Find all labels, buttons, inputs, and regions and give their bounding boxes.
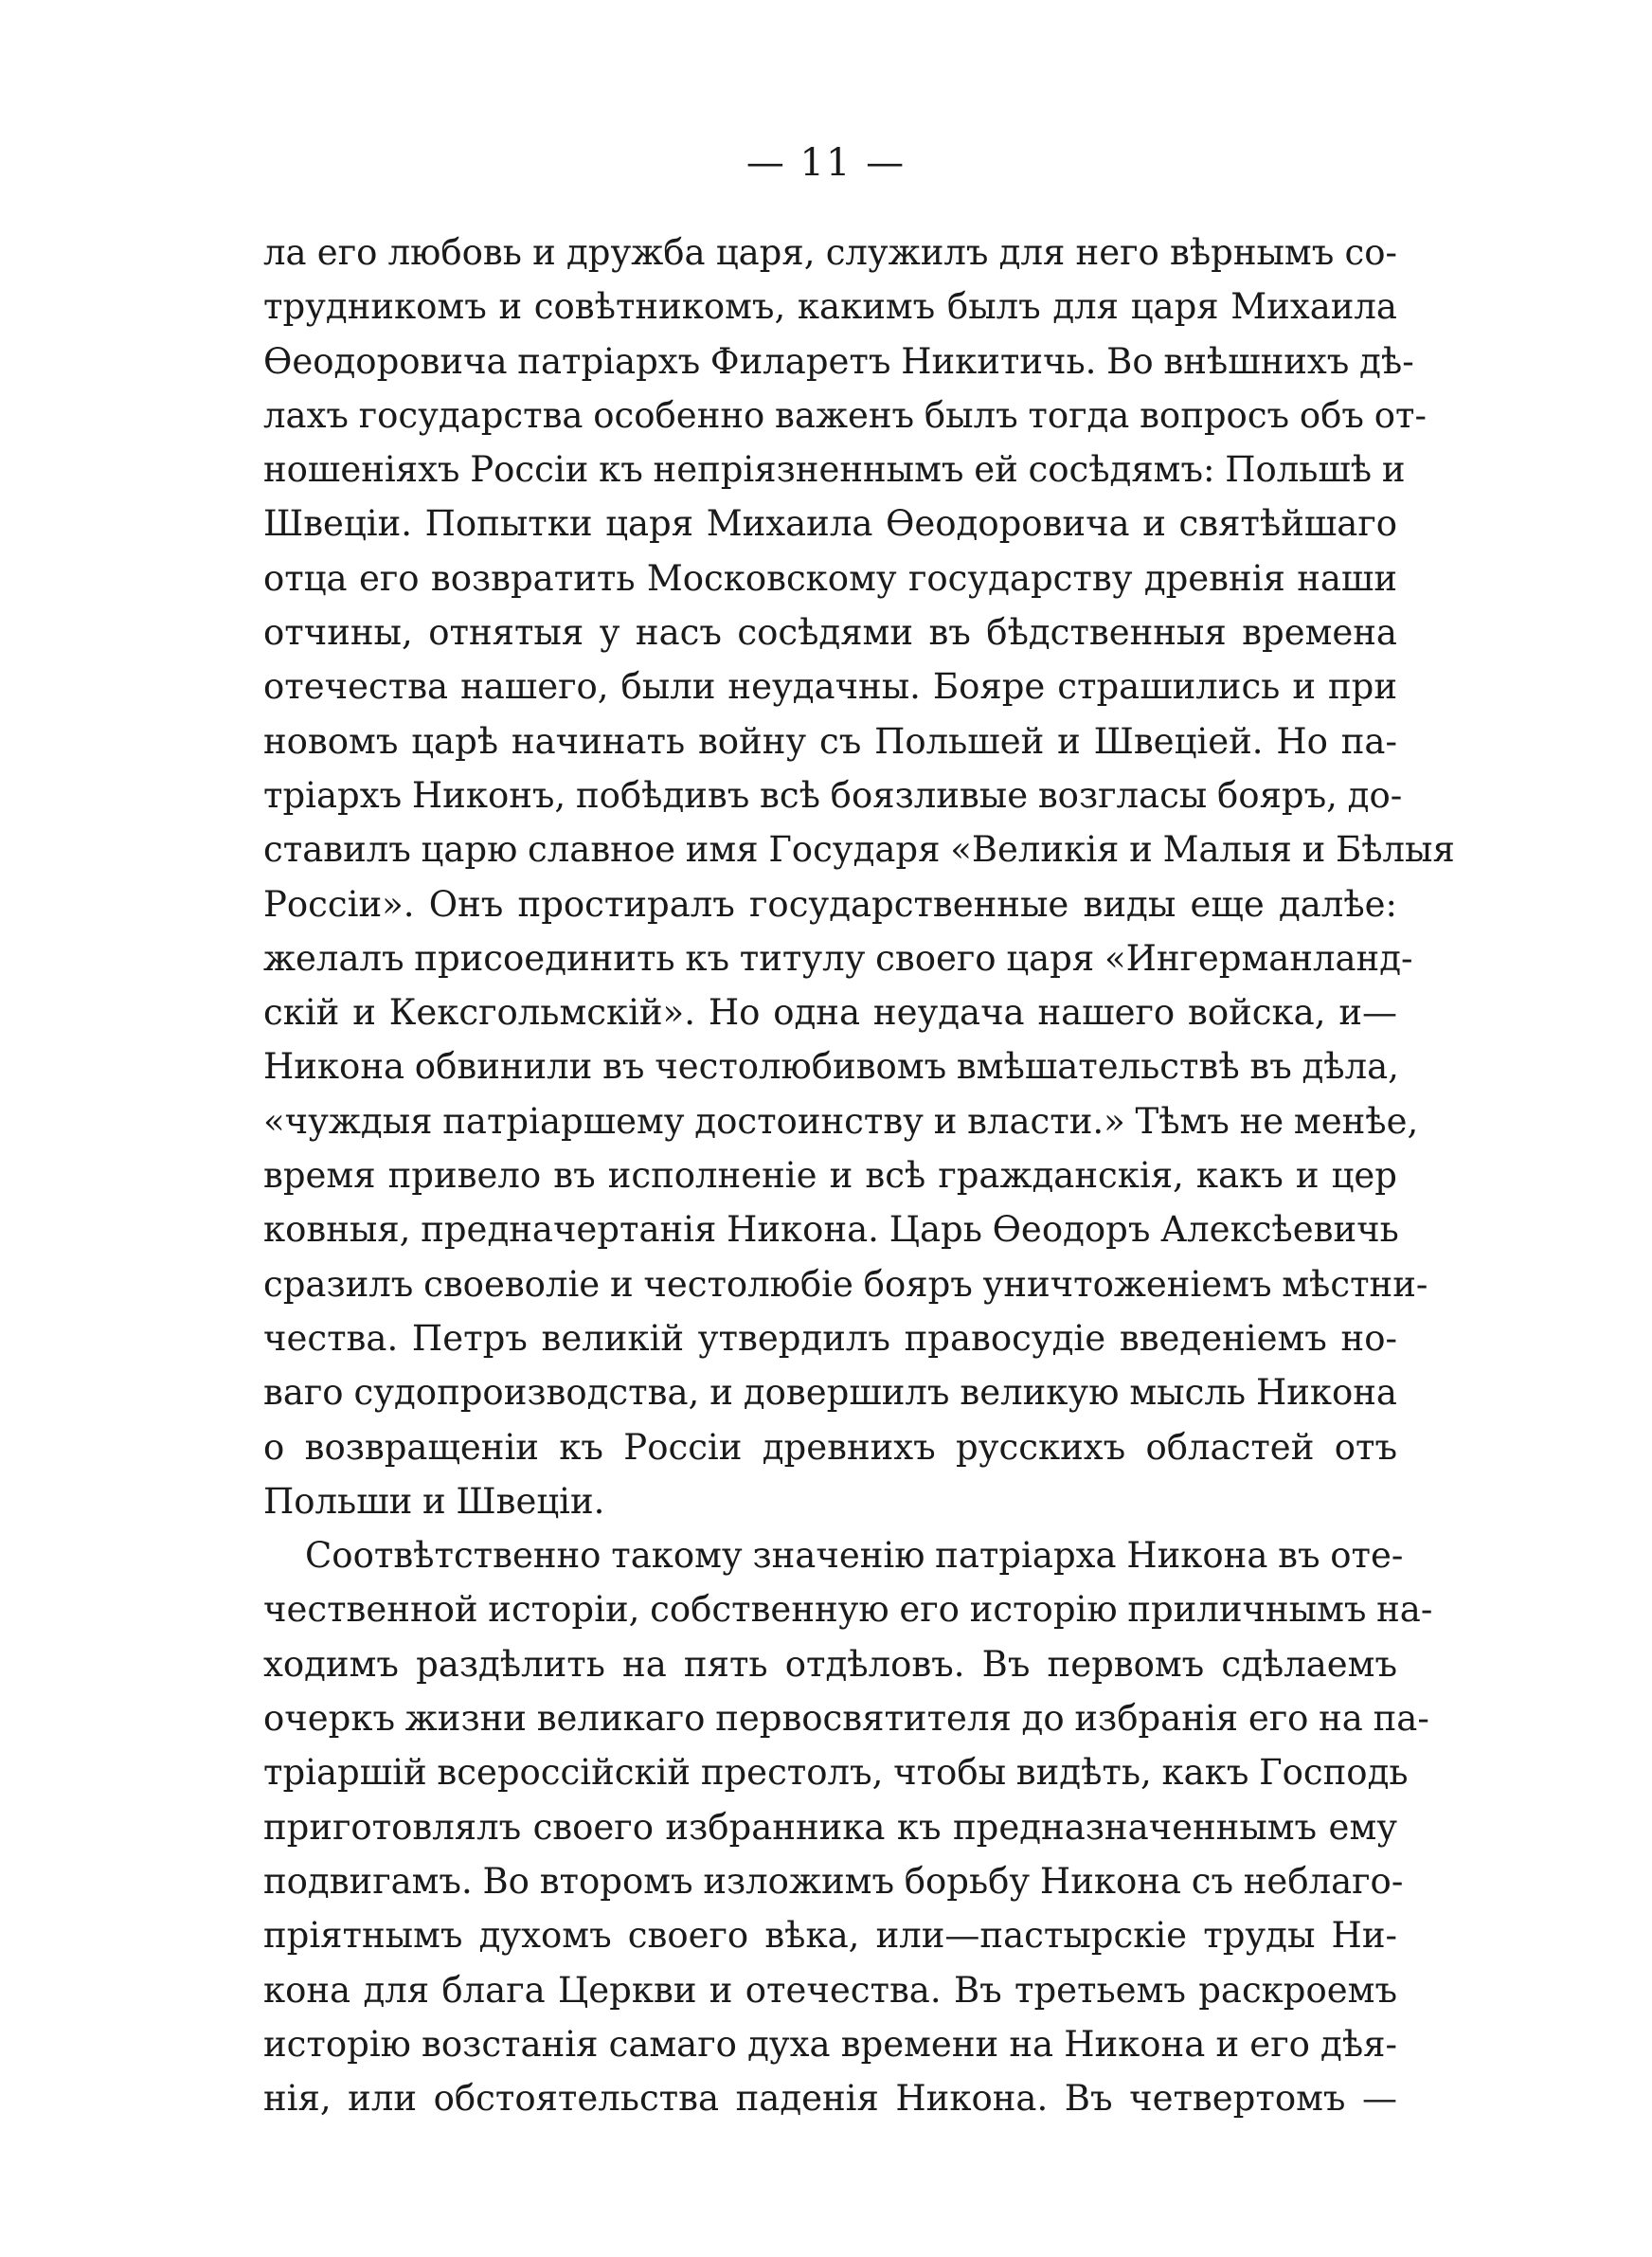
text-line: отечества нашего, были неудачны. Бояре страшились и при — [263, 666, 1397, 708]
page-number: — 11 — — [745, 141, 907, 185]
text-line: тріаршій всероссійскій престолъ, чтобы видѣть, какъ Господь — [263, 1752, 1409, 1794]
text-line: желалъ присоединить къ титулу своего царя «Ингерманланд- — [263, 937, 1413, 979]
text-line: нія, или обстоятельства паденія Никона. Въ четвертомъ — — [263, 2078, 1397, 2120]
text-line: новомъ царѣ начинать войну съ Польшей и Швеціей. Но па- — [263, 720, 1397, 762]
text-line: кона для блага Церкви и отечества. Въ третьемъ раскроемъ — [263, 1969, 1397, 2011]
text-line: Никона обвинили въ честолюбивомъ вмѣшательствѣ въ дѣла, — [263, 1046, 1399, 1088]
text-line: лахъ государства особенно важенъ былъ тогда вопросъ объ от- — [263, 394, 1427, 436]
text-line: чества. Петръ великій утвердилъ правосудіе введеніемъ но- — [263, 1317, 1397, 1359]
text-line: ставилъ царю славное имя Государя «Великія и Малыя и Бѣлыя — [263, 829, 1455, 871]
text-line: ходимъ раздѣлить на пять отдѣловъ. Въ первомъ сдѣлаемъ — [263, 1643, 1397, 1685]
text-line: отчины, отнятыя у насъ сосѣдями въ бѣдственныя времена — [263, 612, 1397, 654]
text-line: время привело въ исполненіе и всѣ гражданскія, какъ и цер — [263, 1155, 1397, 1197]
text-line: трудникомъ и совѣтникомъ, какимъ былъ для царя Михаила — [263, 286, 1397, 328]
text-line: Россіи». Онъ простиралъ государственные виды еще далѣе: — [263, 883, 1397, 925]
text-line: сразилъ своеволіе и честолюбіе бояръ уничтоженіемъ мѣстни- — [263, 1263, 1428, 1305]
text-line: исторію возстанія самаго духа времени на Никона и его дѣя- — [263, 2023, 1397, 2065]
text-line: чественной исторіи, собственную его исторію приличнымъ на- — [263, 1589, 1433, 1631]
text-line: «чуждыя патріаршему достоинству и власти.» Тѣмъ не менѣе, — [263, 1100, 1419, 1142]
body-text — [263, 226, 1455, 2125]
text-line: тріархъ Никонъ, побѣдивъ всѣ боязливые возгласы бояръ, до- — [263, 774, 1403, 816]
text-line: ваго судопроизводства, и довершилъ великую мысль Никона — [263, 1372, 1397, 1414]
text-line: о возвращеніи къ Россіи древнихъ русскихъ областей отъ — [263, 1426, 1397, 1468]
text-line: приготовлялъ своего избранника къ предназначеннымъ ему — [263, 1806, 1397, 1848]
text-line: ношеніяхъ Россіи къ непріязненнымъ ей сосѣдямъ: Польшѣ и — [263, 449, 1406, 491]
text-line: пріятнымъ духомъ своего вѣка, или—пастырскіе труды Ни- — [263, 1915, 1397, 1957]
text-line: ла его любовь и дружба царя, служилъ для него вѣрнымъ со- — [263, 232, 1397, 273]
text-line: Польши и Швеціи. — [263, 1480, 605, 1522]
text-line: Швеціи. Попытки царя Михаила Өеодоровича и святѣйшаго — [263, 503, 1397, 545]
text-line: Өеодоровича патріархъ Филаретъ Никитичь. Во внѣшнихъ дѣ- — [263, 340, 1414, 382]
text-line: очеркъ жизни великаго первосвятителя до избранія его на па- — [263, 1698, 1429, 1740]
paragraph-first-line: Соотвѣтственно такому значенію патріарха Никона въ оте- — [305, 1535, 1404, 1577]
text-line: подвигамъ. Во второмъ изложимъ борьбу Никона съ неблаго- — [263, 1860, 1404, 1902]
text-line: скій и Кексгольмскій». Но одна неудача нашего войска, и— — [263, 992, 1397, 1034]
text-line: отца его возвратить Московскому государству древнія наши — [263, 557, 1397, 599]
text-line: ковныя, предначертанія Никона. Царь Өеодоръ Алексѣевичь — [263, 1209, 1399, 1251]
